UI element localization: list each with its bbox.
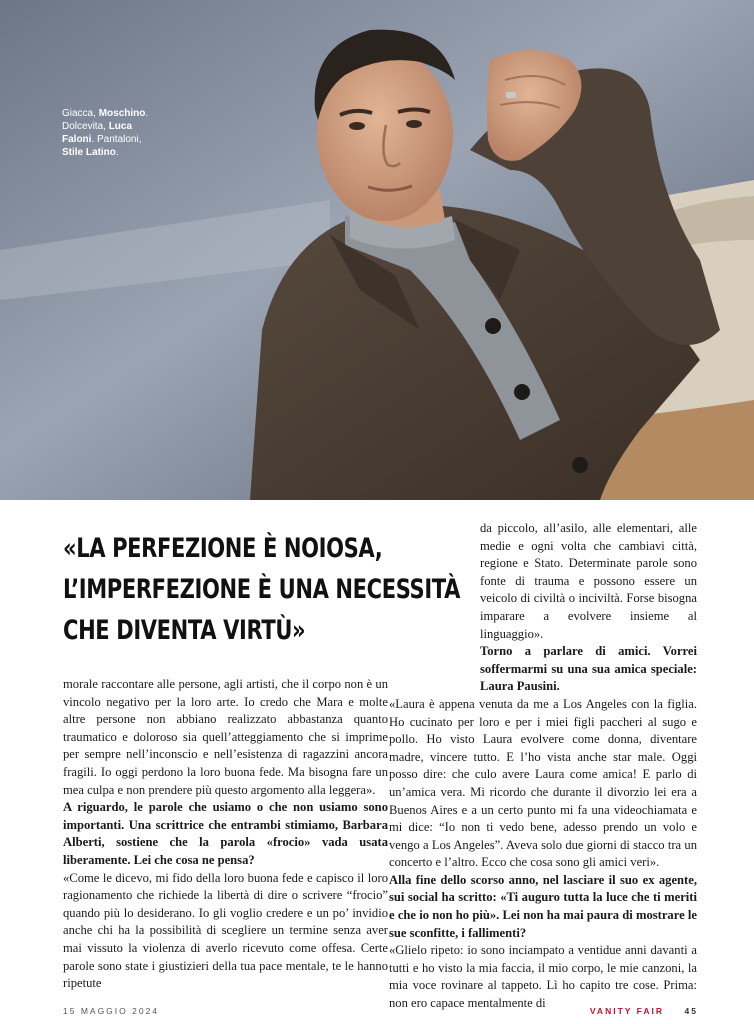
answer-paragraph: «Laura è appena venuta da me a Los Angeles con la figlia. Ho cucinato per loro e per i miei figli paccheri al sugo e pollo. Ho visto Laura evolvere come donna, diventare madre, vincere tutto. E l’ho vista anche star male. Oggi posso dire: che culo avere Laura come amica! E parlo di un’amica vera. Mi ricordo che durante il divorzio lei era a Buenos Aires e a un certo punto mi fa una videochiamata e mi dice: “Io non ti vedo bene, adesso prendo un volo e vengo a Los Angeles”. Aveva solo due giorni di stacco tra un concerto e l’altro. Ecco che cosa sono gli amici veri». xyxy=(389,696,697,870)
headline-line-1: «LA PERFEZIONE È NOIOSA, xyxy=(63,533,383,564)
page-number: 45 xyxy=(684,1006,698,1016)
photo-caption: Giacca, Moschino. Dolcevita, Luca Faloni. Pantaloni, Stile Latino. xyxy=(62,108,149,158)
page-footer xyxy=(63,1006,698,1020)
question-paragraph: Alla fine dello scorso anno, nel lasciare il suo ex agente, sui social ha scritto: «Ti auguro tutta la luce che ti meriti e che io non ho più». Lei non ha mai paura di mostrare le sue sconfitte, i fallimenti? xyxy=(389,872,697,940)
cover-photo xyxy=(0,0,754,500)
answer-paragraph: «Glielo ripeto: io sono inciampato a ventidue anni davanti a tutti e ho visto la mia faccia, il mio corpo, le mie canzoni, la mia voce rovinare al tappeto. Lì ho capito tre cose. Prima: non ero capace mentalmente di xyxy=(389,943,697,1011)
answer-paragraph: «Come le dicevo, mi fido della loro buona fede e capisco il loro ragionamento che richiede la libertà di dire o scrivere “frocio” quando più lo desiderano. Io gli voglio credere e un po’ invidio anche chi ha la possibilità di scegliere un termine senza aver mai vissuto la violenza di averlo ricevuto come offesa. Certe parole sono state i giustizieri della tua pace mentale, te le hanno ripetute xyxy=(63,870,388,991)
magazine-name: VANITY FAIR xyxy=(589,1006,664,1016)
answer-paragraph: da piccolo, all’asilo, alle elementari, alle medie e ogni volta che cambiavi città, regione e Stato. Determinate parole sono fonte di trauma e possono essere un veicolo di civiltà o inciviltà. Forse bisogna imparare a evolvere insieme al linguaggio». xyxy=(480,521,697,641)
article-column-right xyxy=(389,520,697,1013)
article-column-left xyxy=(63,676,388,993)
portrait-illustration xyxy=(0,0,754,500)
answer-paragraph: morale raccontare alle persone, agli artisti, che il corpo non è un vincolo negativo per la loro arte. Io credo che Mara e molte altre persone non abbiano realizzato abbastanza quanto traumatico e doloroso sia quell’atteggiamento che si imprime per sempre nell’inconscio e nell’esistenza di ragazzini ancora fragili. Io oggi perdono la loro buona fede. Ma bisogna fare un mea culpa e non prendere più questo argomento alla leggera». xyxy=(63,677,388,797)
question-paragraph: Torno a parlare di amici. Vorrei soffermarmi su una sua amica speciale: Laura Pausini. xyxy=(480,644,697,694)
question-paragraph: A riguardo, le parole che usiamo o che non usiamo sono importanti. Una scrittrice che entrambi stimiamo, Barbara Alberti, sostiene che la parola «frocio» vada usata liberamente. Lei che cosa ne pensa? xyxy=(63,800,388,867)
headline-line-3: CHE DIVENTA VIRTÙ» xyxy=(63,615,306,646)
headline-line-2: L’IMPERFEZIONE È UNA NECESSITÀ xyxy=(63,574,461,605)
issue-date: 15 MAGGIO 2024 xyxy=(63,1006,160,1016)
